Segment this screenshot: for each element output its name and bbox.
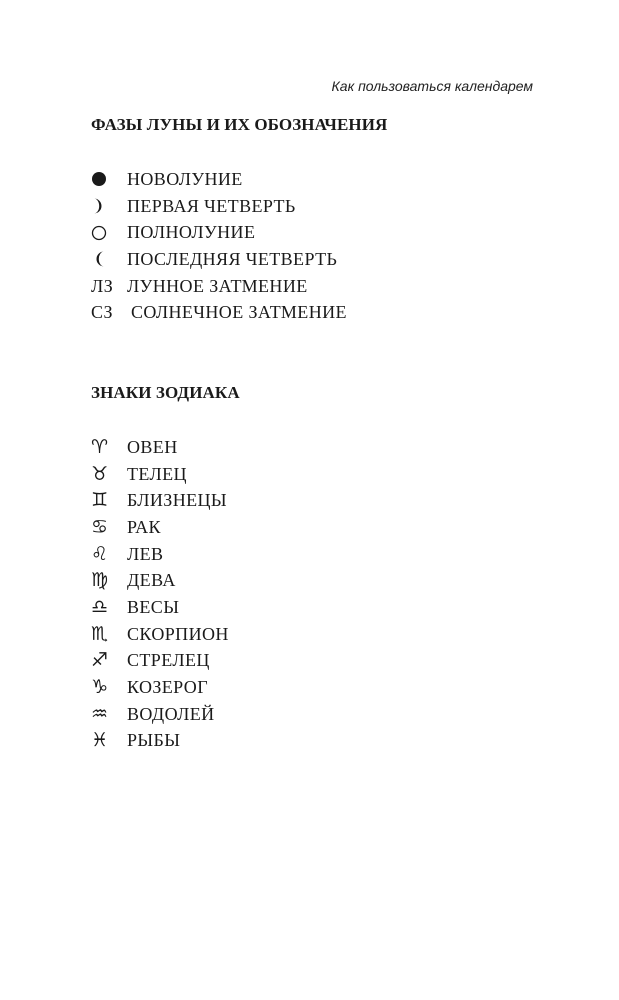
zodiac-label: ОВЕН (127, 436, 178, 457)
list-item (91, 648, 229, 675)
list-item (91, 166, 347, 193)
list-item (91, 246, 347, 273)
lunar-eclipse-abbr: ЛЗ (91, 275, 114, 296)
moon-phase-label: ПОСЛЕДНЯЯ ЧЕТВЕРТЬ (127, 248, 338, 269)
list-item (91, 728, 229, 755)
list-item (91, 461, 229, 488)
zodiac-label: БЛИЗНЕЦЫ (127, 490, 228, 511)
zodiac-label: ВЕСЫ (127, 596, 180, 617)
zodiac-list (91, 434, 229, 754)
libra-icon: ♎︎ (91, 595, 109, 618)
moon-phase-label: ПЕРВАЯ ЧЕТВЕРТЬ (127, 195, 296, 216)
moon-phase-label: ЛУННОЕ ЗАТМЕНИЕ (127, 275, 308, 296)
full-moon-icon (91, 225, 127, 241)
capricorn-icon: ♑︎ (91, 676, 109, 699)
last-quarter-icon (91, 250, 127, 268)
scorpio-icon: ♏︎ (91, 622, 109, 645)
virgo-icon: ♍︎ (91, 569, 109, 592)
aries-icon: ♈︎ (91, 435, 109, 458)
new-moon-icon (91, 171, 127, 187)
zodiac-title: ЗНАКИ ЗОДИАКА (91, 383, 240, 402)
list-item (91, 541, 229, 568)
first-quarter-icon (91, 197, 127, 215)
list-item (91, 487, 229, 514)
list-item (91, 594, 229, 621)
pisces-icon: ♓︎ (91, 729, 109, 752)
moon-phase-label: ПОЛНОЛУНИЕ (127, 222, 256, 243)
zodiac-label: СТРЕЛЕЦ (127, 650, 210, 671)
zodiac-label: РАК (127, 516, 161, 537)
zodiac-label: КОЗЕРОГ (127, 677, 209, 698)
list-item (91, 193, 347, 220)
list-item (91, 514, 229, 541)
sagittarius-icon: ♐︎ (91, 649, 109, 672)
zodiac-label: ЛЕВ (127, 543, 164, 564)
zodiac-label: СКОРПИОН (127, 623, 229, 644)
leo-icon: ♌︎ (91, 542, 109, 565)
zodiac-label: ТЕЛЕЦ (127, 463, 187, 484)
moon-phase-label: СОЛНЕЧНОЕ ЗАТМЕНИЕ (131, 302, 347, 323)
list-item (91, 674, 229, 701)
list-item (91, 273, 347, 300)
list-item (91, 567, 229, 594)
moon-phases-title: ФАЗЫ ЛУНЫ И ИХ ОБОЗНАЧЕНИЯ (91, 115, 388, 134)
aquarius-icon: ♒︎ (91, 702, 109, 725)
moon-phases-list (91, 166, 347, 326)
zodiac-label: ДЕВА (127, 570, 176, 591)
moon-phase-label: НОВОЛУНИЕ (127, 168, 243, 189)
solar-eclipse-abbr: СЗ (91, 302, 114, 323)
taurus-icon: ♉︎ (91, 462, 109, 485)
list-item (91, 219, 347, 246)
cancer-icon: ♋︎ (91, 515, 109, 538)
zodiac-label: ВОДОЛЕЙ (127, 703, 215, 724)
list-item (91, 299, 347, 326)
list-item (91, 701, 229, 728)
list-item (91, 434, 229, 461)
list-item (91, 621, 229, 648)
gemini-icon: ♊︎ (91, 489, 109, 512)
zodiac-label: РЫБЫ (127, 730, 181, 751)
running-header: Как пользоваться календарем (331, 78, 533, 94)
